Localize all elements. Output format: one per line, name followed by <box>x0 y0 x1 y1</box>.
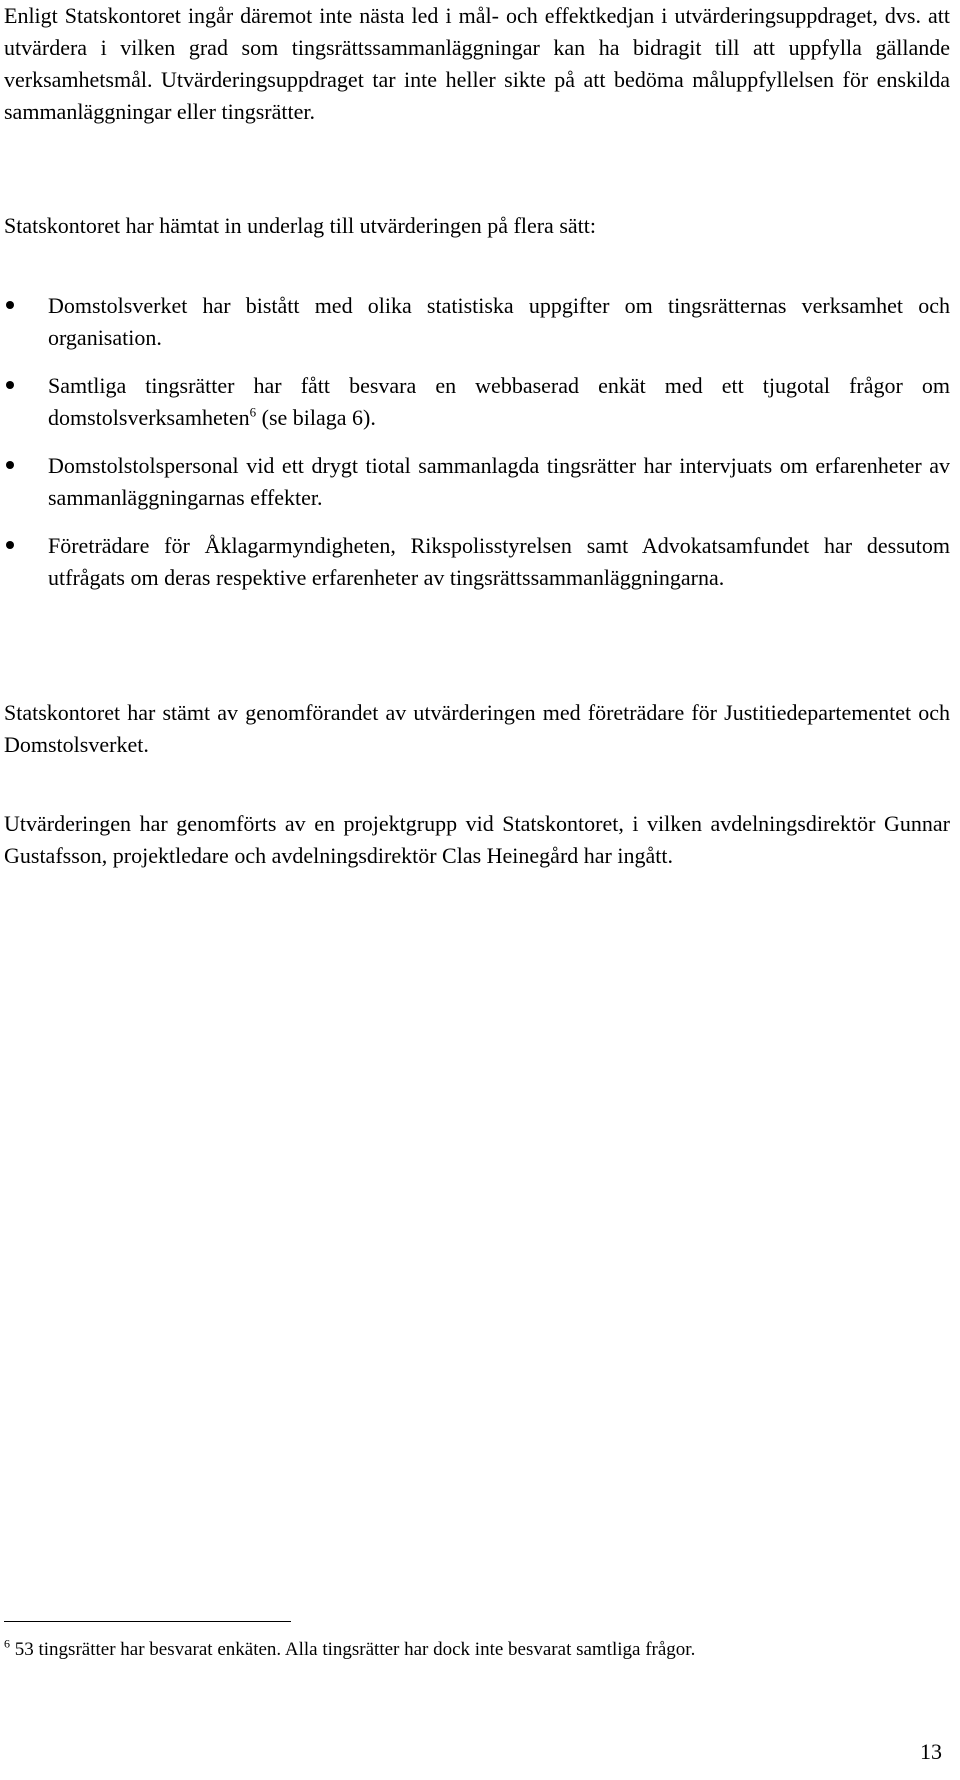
footnote-divider <box>4 1621 291 1622</box>
sources-list <box>4 290 950 610</box>
list-item <box>4 290 950 354</box>
bullet-icon <box>6 381 14 389</box>
list-item-text: Företrädare för Åklagarmyndigheten, Rikspolisstyrelsen samt Advokatsamfundet har dessutom utfrågats om deras respektive erfarenheter av tingsrättssammanläggningarna. <box>48 533 950 590</box>
paragraph-project-group: Utvärderingen har genomförts av en projektgrupp vid Statskontoret, i vilken avdelningsdirektör Gunnar Gustafsson, projektledare och avdelningsdirektör Clas Heinegård har ingått. <box>4 811 950 868</box>
bullet-icon <box>6 461 14 469</box>
list-item-text: Domstolstolspersonal vid ett drygt tiotal sammanlagda tingsrätter har intervjuats om erfarenheter av sammanläggningarnas effekter. <box>48 453 950 510</box>
list-item-text: Domstolsverket har bistått med olika statistiska uppgifter om tingsrätternas verksamhet och organisation. <box>48 293 950 350</box>
footnote-text: 53 tingsrätter har besvarat enkäten. Alla tingsrätter har dock inte besvarat samtliga frågor. <box>10 1639 696 1660</box>
paragraph-consultation: Statskontoret har stämt av genomförandet av utvärderingen med företrädare för Justitiedepartementet och Domstolsverket. <box>4 700 950 757</box>
list-item-text-after: (se bilaga 6). <box>256 405 376 430</box>
paragraph-sources-intro: Statskontoret har hämtat in underlag till utvärderingen på flera sätt: <box>4 213 596 238</box>
list-item <box>4 450 950 514</box>
footnote-number: 6 <box>4 1636 10 1651</box>
footnote <box>4 1637 950 1663</box>
bullet-icon <box>6 541 14 549</box>
paragraph-scope: Enligt Statskontoret ingår däremot inte nästa led i mål- och effektkedjan i utvärderingsuppdraget, dvs. att utvärdera i vilken grad som tingsrättssammanläggningar kan ha bidragit till att uppfylla gällande verksamhetsmål. Utvärderingsuppdraget tar inte heller sikte på att bedöma måluppfyllelsen för enskilda sammanläggningar eller tingsrätter. <box>4 3 950 124</box>
list-item-text: Samtliga tingsrätter har fått besvara en webbaserad enkät med ett tjugotal frågor om domstolsverksamheten <box>48 373 950 430</box>
list-item <box>4 530 950 594</box>
page-number: 13 <box>920 1739 942 1764</box>
list-item <box>4 370 950 434</box>
footnote-reference: 6 <box>249 404 257 420</box>
bullet-icon <box>6 301 14 309</box>
